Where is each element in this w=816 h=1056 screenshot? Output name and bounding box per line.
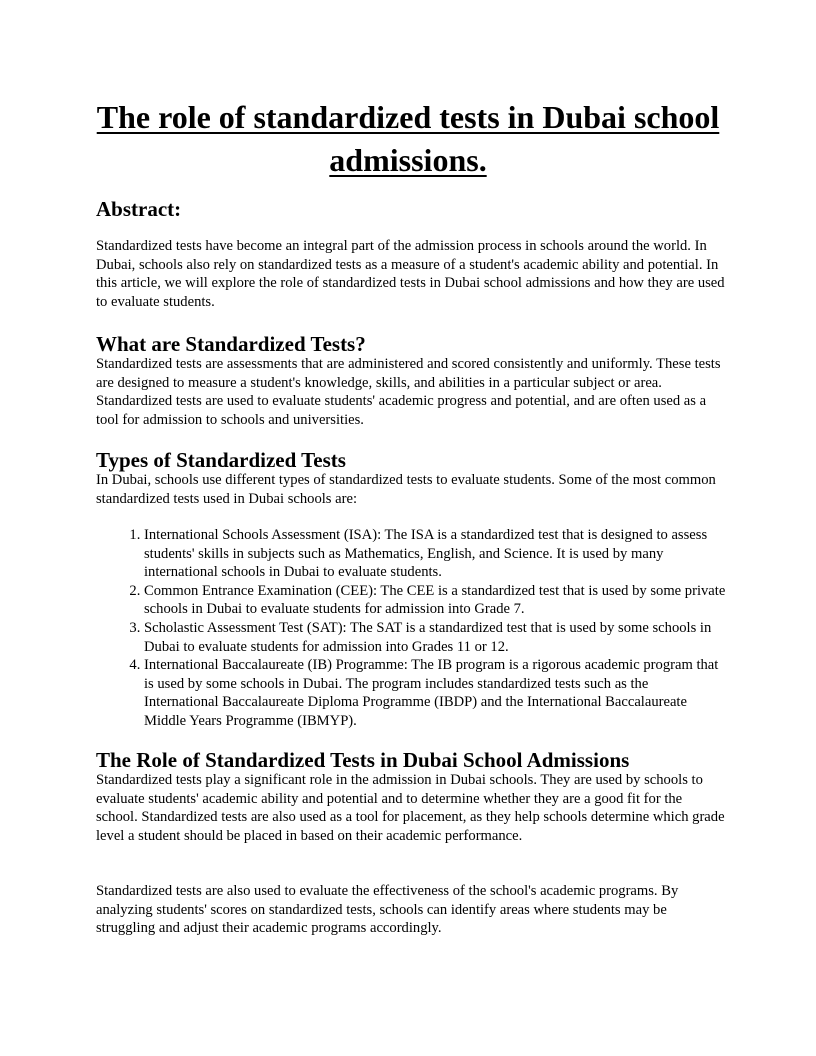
abstract-paragraph: Standardized tests have become an integral part of the admission process in schools around the world. In Dubai, schools also rely on standardized tests as a measure of a student's academic ability and potential. In this article, we will explore the role of standardized tests in Dubai school admissions and how they are used to evaluate students.: [96, 238, 725, 310]
types-intro-paragraph: In Dubai, schools use different types of standardized tests to evaluate students. Some of the most common standardized tests used in Dubai schools are:: [96, 472, 716, 507]
abstract-heading: Abstract:: [96, 197, 182, 221]
role-paragraph-2: Standardized tests are also used to evaluate the effectiveness of the school's academic programs. By analyzing students' scores on standardized tests, schools can identify areas where students may be struggling and adjust their academic programs accordingly.: [96, 883, 679, 937]
list-item: 2. Common Entrance Examination (CEE): The CEE is a standardized test that is used by some private schools in Dubai to evaluate students for admission into Grade 7.: [144, 582, 726, 619]
what-are-heading: What are Standardized Tests?: [96, 332, 366, 356]
test-types-list: [96, 526, 726, 731]
list-item: 4. International Baccalaureate (IB) Programme: The IB program is a rigorous academic program that is used by some schools in Dubai. The program includes standardized tests such as the International Baccalaureate Diploma Programme (IBDP) and the International Baccalaureate Middle Years Programme (IBMYP).: [144, 656, 726, 730]
list-item: 3. Scholastic Assessment Test (SAT): The SAT is a standardized test that is used by some schools in Dubai to evaluate students for admission into Grades 11 or 12.: [144, 619, 726, 656]
page-title: The role of standardized tests in Dubai school admissions.: [96, 99, 720, 178]
what-are-paragraph: Standardized tests are assessments that are administered and scored consistently and uniformly. These tests are designed to measure a student's knowledge, skills, and abilities in a particular subject or area. Standardized tests are used to evaluate students' academic progress and potential, and are often used as a tool for admission to schools and universities.: [96, 356, 721, 428]
list-item: 1. International Schools Assessment (ISA): The ISA is a standardized test that is designed to assess students' skills in subjects such as Mathematics, English, and Science. It is used by many international schools in Dubai to evaluate students.: [144, 526, 726, 582]
role-paragraph-1: Standardized tests play a significant role in the admission in Dubai schools. They are used by schools to evaluate students' academic ability and potential and to determine whether they are a good fit for the school. Standardized tests are also used as a tool for placement, as they help schools determine which grade level a student should be placed in based on their academic performance.: [96, 772, 725, 844]
role-heading: The Role of Standardized Tests in Dubai School Admissions: [96, 748, 630, 772]
types-heading: Types of Standardized Tests: [96, 448, 346, 472]
